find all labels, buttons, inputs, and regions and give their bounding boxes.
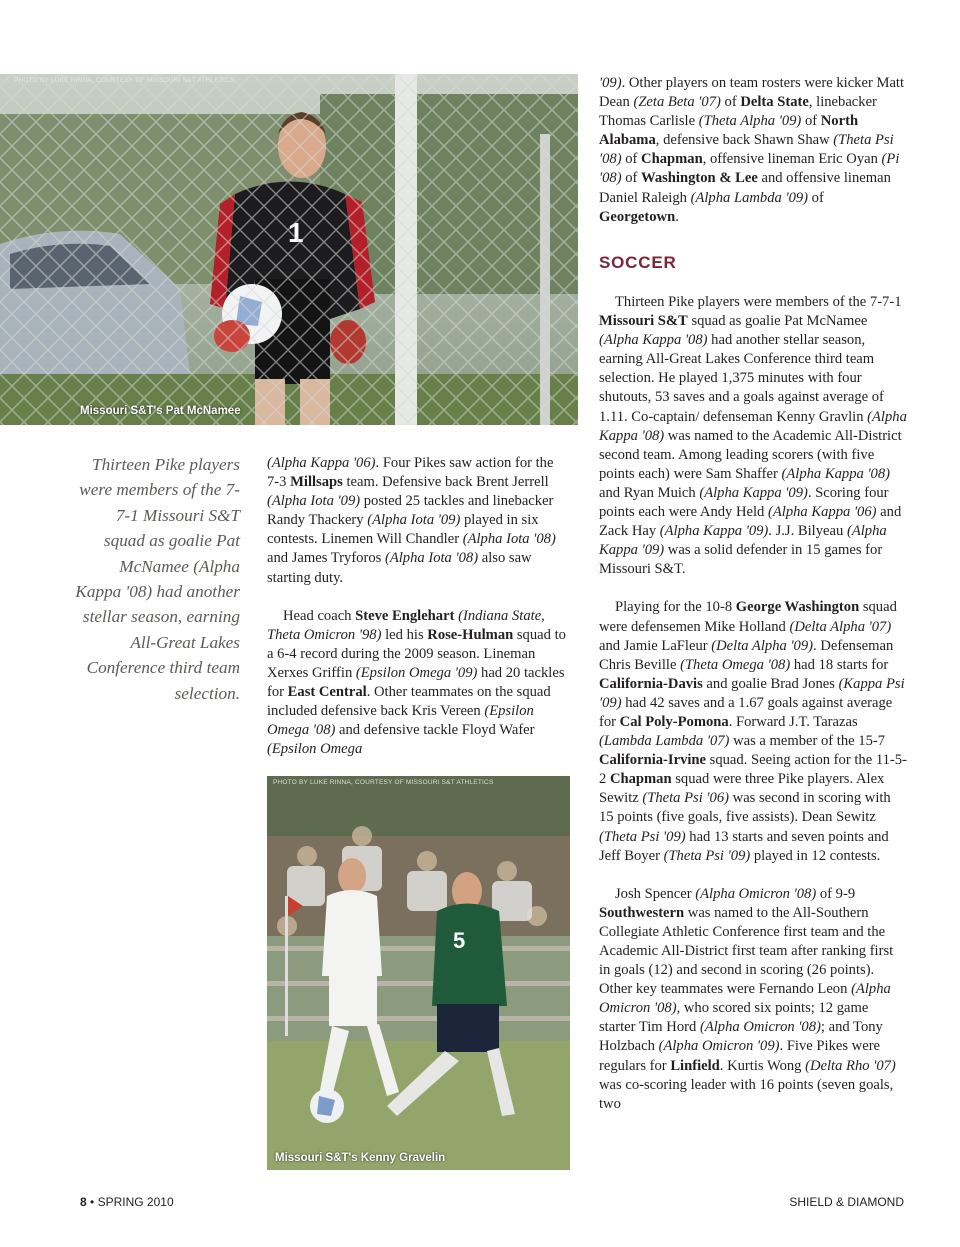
text-run: had 18 starts for bbox=[790, 656, 889, 673]
text-run: squad were three Pike players. Alex Sewitz bbox=[599, 771, 885, 807]
photo-credit-field-player: PHOTO BY LUKE RINNA, COURTESY OF MISSOURI S&T ATHLETICS bbox=[273, 779, 494, 786]
school-name: Washington & Lee bbox=[641, 170, 758, 187]
chapter-year: (Alpha Omicron '08) bbox=[599, 981, 891, 1017]
school-name: Delta State bbox=[740, 94, 809, 111]
text-run: of bbox=[621, 170, 642, 187]
right-top-paragraph bbox=[599, 74, 907, 227]
text-run: . J.J. Bilyeau bbox=[768, 523, 847, 540]
text-run: squad were defensemen Mike Holland bbox=[599, 599, 897, 635]
chapter-year: (Kappa Psi '09) bbox=[599, 675, 905, 711]
chapter-year: '09) bbox=[599, 75, 622, 91]
chapter-year: (Alpha Iota '08) bbox=[384, 550, 479, 567]
school-name: Southwestern bbox=[599, 904, 685, 921]
chapter-year: (Alpha Kappa '09) bbox=[659, 523, 769, 540]
chapter-year: (Theta Psi '06) bbox=[642, 790, 729, 807]
soccer-paragraph-1 bbox=[599, 293, 907, 579]
text-run: of bbox=[720, 94, 741, 111]
text-run: . Other teammates on the squad included defensive back Kris Vereen bbox=[267, 684, 551, 720]
chapter-year: (Alpha Iota '09) bbox=[367, 512, 461, 529]
text-run: was a member of the 15-7 bbox=[729, 733, 886, 750]
photo-field-player bbox=[267, 776, 570, 1170]
chapter-year: (Alpha Omicron '08) bbox=[699, 1019, 821, 1036]
field-player-jersey-number: 5 bbox=[453, 928, 466, 953]
right-column-top-text bbox=[599, 74, 907, 227]
footer-left bbox=[80, 1195, 174, 1209]
footer-issue: SPRING 2010 bbox=[97, 1195, 174, 1209]
goalie-photo-art bbox=[0, 74, 578, 425]
right-column-soccer-text bbox=[599, 293, 907, 1114]
text-run: and defensive tackle Floyd Wafer bbox=[335, 722, 535, 739]
chapter-year: (Theta Omega '08) bbox=[680, 656, 791, 673]
chapter-year: (Delta Alpha '07) bbox=[789, 618, 892, 635]
text-run: and Ryan Muich bbox=[599, 484, 700, 501]
school-name: Cal Poly-Pomona bbox=[619, 713, 729, 730]
text-run: and James Tryforos bbox=[267, 550, 385, 567]
chapter-year: (Alpha Kappa '09) bbox=[599, 523, 887, 559]
chapter-year: (Theta Psi '09) bbox=[663, 847, 751, 864]
text-run: and Zack Hay bbox=[599, 504, 902, 540]
chapter-year: (Alpha Kappa '06) bbox=[768, 504, 877, 521]
soccer-paragraph-2 bbox=[599, 598, 907, 865]
text-run: was a solid defender in 15 games for Missouri S&T. bbox=[599, 542, 883, 578]
text-run: played in 12 contests. bbox=[750, 847, 881, 864]
footer-publication: SHIELD & DIAMOND bbox=[789, 1195, 904, 1209]
chapter-year: (Alpha Kappa '08) bbox=[781, 465, 891, 482]
text-run: . bbox=[675, 208, 679, 225]
middle-paragraph-1 bbox=[267, 454, 569, 588]
text-run: Josh Spencer bbox=[615, 885, 696, 902]
chapter-year: (Zeta Beta '07) bbox=[633, 94, 721, 111]
text-run: Thirteen Pike players were members of the 7-7-1 bbox=[615, 294, 902, 310]
text-run: had another stellar season, earning All-Great Lakes Conference third team selection. He played 1,375 minutes with four shutouts, 53 saves and a goals against average of 1.11. Co-captain/ defenseman Kenny Gravlin bbox=[599, 332, 884, 425]
school-name: Chapman bbox=[641, 151, 703, 168]
photo-goalie bbox=[0, 74, 578, 425]
text-run: . Other players on team rosters were kicker Matt Dean bbox=[599, 75, 905, 111]
chapter-year: (Theta Psi '09) bbox=[599, 828, 686, 845]
text-run: led his bbox=[381, 626, 428, 643]
school-name: Missouri S&T bbox=[599, 313, 688, 330]
chapter-year: (Epsilon Omega '08) bbox=[267, 703, 534, 739]
chapter-year: (Indiana State, Theta Omicron '98) bbox=[267, 607, 545, 643]
text-run: Playing for the 10-8 bbox=[615, 599, 736, 616]
school-name: George Washington bbox=[735, 599, 860, 616]
school-name: East Central bbox=[287, 684, 367, 701]
school-name: Chapman bbox=[609, 771, 672, 788]
text-run: . Defenseman Chris Beville bbox=[599, 637, 894, 673]
school-name: California-Davis bbox=[599, 675, 703, 692]
chapter-year: (Alpha Lambda '09) bbox=[690, 189, 809, 206]
text-run: was second in scoring with 15 points (five goals, five assists). Dean Sewitz bbox=[599, 790, 891, 826]
text-run: , offensive lineman Eric Oyan bbox=[702, 151, 882, 168]
text-run: Head coach bbox=[283, 607, 356, 624]
school-name: Millsaps bbox=[290, 474, 343, 491]
chapter-year: (Alpha Omicron '08) bbox=[695, 885, 817, 902]
chapter-year: (Alpha Kappa '08) bbox=[599, 332, 708, 349]
footer-page-number: 8 bbox=[80, 1195, 87, 1209]
text-run: . Four Pikes saw action for the 7-3 bbox=[267, 455, 554, 491]
chapter-year: (Alpha Iota '09) bbox=[267, 493, 361, 510]
text-run: of bbox=[621, 151, 642, 168]
text-run: of 9-9 bbox=[816, 885, 856, 902]
text-run: , linebacker Thomas Carlisle bbox=[599, 94, 877, 130]
photo-credit-goalie: PHOTO BY LUKE RINNA, COURTESY OF MISSOURI S&T ATHLETICS bbox=[14, 77, 235, 84]
photo-caption-goalie: Missouri S&T's Pat McNamee bbox=[80, 405, 241, 417]
text-run: was named to the Academic All-District second team. Among leading scorers (with five points each) were Sam Shaffer bbox=[599, 427, 902, 482]
text-run: was co-scoring leader with 16 points (seven goals, two bbox=[599, 1076, 894, 1112]
text-run: . Scoring four points each were Andy Held bbox=[599, 484, 889, 521]
text-run: played in six contests. Linemen Will Chandler bbox=[267, 512, 539, 548]
text-run: was named to the All-Southern Collegiate Athletic Conference first team and the Academic All-District first team after ranking first in goals (12) and second in scoring (26 points). Other key teammates were Fernando Leon bbox=[599, 904, 894, 998]
chapter-year: (Theta Psi '08) bbox=[599, 132, 894, 168]
text-run: had 20 tackles for bbox=[267, 664, 565, 701]
chapter-year: (Epsilon Omega '09) bbox=[355, 664, 478, 681]
chapter-year: (Alpha Kappa '09) bbox=[699, 484, 808, 501]
text-run: also saw starting duty. bbox=[267, 550, 532, 586]
text-run: squad. Seeing action for the 11-5-2 bbox=[599, 752, 907, 788]
school-name: Georgetown bbox=[599, 208, 676, 225]
text-run: and goalie Brad Jones bbox=[702, 675, 839, 692]
text-run: had 42 saves and a 1.67 goals against average for bbox=[599, 694, 893, 730]
text-run: , who scored six points; 12 game starter Tim Hord bbox=[599, 1000, 869, 1036]
chapter-year: (Epsilon Omega bbox=[267, 741, 363, 758]
text-run: posted 25 tackles and linebacker Randy Thackery bbox=[267, 493, 554, 529]
text-run: squad to a 6-4 record during the 2009 season. Lineman Xerxes Griffin bbox=[267, 626, 566, 681]
photo-caption-field-player: Missouri S&T's Kenny Gravelin bbox=[275, 1152, 446, 1164]
text-run: and offensive lineman Daniel Raleigh bbox=[599, 170, 891, 206]
pull-quote: Thirteen Pike players were members of the 7-7-1 Missouri S&T squad as goalie Pat McNamee (Alpha Kappa '08) had another stellar season, earning All-Great Lakes Conference third team selection. bbox=[75, 455, 240, 703]
text-run: squad as goalie Pat McNamee bbox=[687, 313, 868, 330]
text-run: ; and Tony Holzbach bbox=[599, 1019, 883, 1055]
chapter-year: (Alpha Kappa '08) bbox=[599, 408, 907, 444]
middle-column-text bbox=[267, 454, 569, 759]
school-name: Steve Englehart bbox=[355, 607, 455, 624]
section-heading-soccer: SOCCER bbox=[599, 253, 677, 272]
chapter-year: (Delta Rho '07) bbox=[805, 1057, 896, 1074]
text-run: . Forward J.T. Tarazas bbox=[728, 713, 858, 730]
text-run: . Five Pikes were regulars for bbox=[599, 1038, 881, 1074]
footer-separator: • bbox=[90, 1195, 95, 1209]
chapter-year: (Alpha Omicron '09) bbox=[658, 1038, 780, 1055]
chapter-year: (Lambda Lambda '07) bbox=[599, 733, 730, 750]
school-name: California-Irvine bbox=[599, 752, 707, 769]
chapter-year: (Alpha Iota '08) bbox=[462, 531, 556, 548]
text-run: had 13 starts and seven points and Jeff Boyer bbox=[599, 828, 889, 864]
school-name: Rose-Hulman bbox=[427, 626, 514, 643]
school-name: North Alabama bbox=[599, 113, 859, 149]
text-run: , defensive back Shawn Shaw bbox=[655, 132, 834, 149]
middle-paragraph-2 bbox=[267, 607, 569, 760]
school-name: Linfield bbox=[670, 1057, 720, 1074]
chapter-year: (Pi '08) bbox=[599, 151, 900, 187]
text-run: team. Defensive back Brent Jerrell bbox=[342, 474, 549, 491]
text-run: of bbox=[808, 189, 824, 206]
field-player-photo-art bbox=[267, 776, 570, 1170]
text-run: . Kurtis Wong bbox=[719, 1057, 806, 1074]
soccer-paragraph-3 bbox=[599, 885, 907, 1114]
text-run: and Jamie LaFleur bbox=[599, 637, 712, 654]
text-run: of bbox=[801, 113, 821, 130]
chapter-year: (Delta Alpha '09) bbox=[711, 637, 814, 654]
chapter-year: (Alpha Kappa '06) bbox=[267, 455, 376, 471]
chapter-year: (Theta Alpha '09) bbox=[698, 113, 802, 130]
